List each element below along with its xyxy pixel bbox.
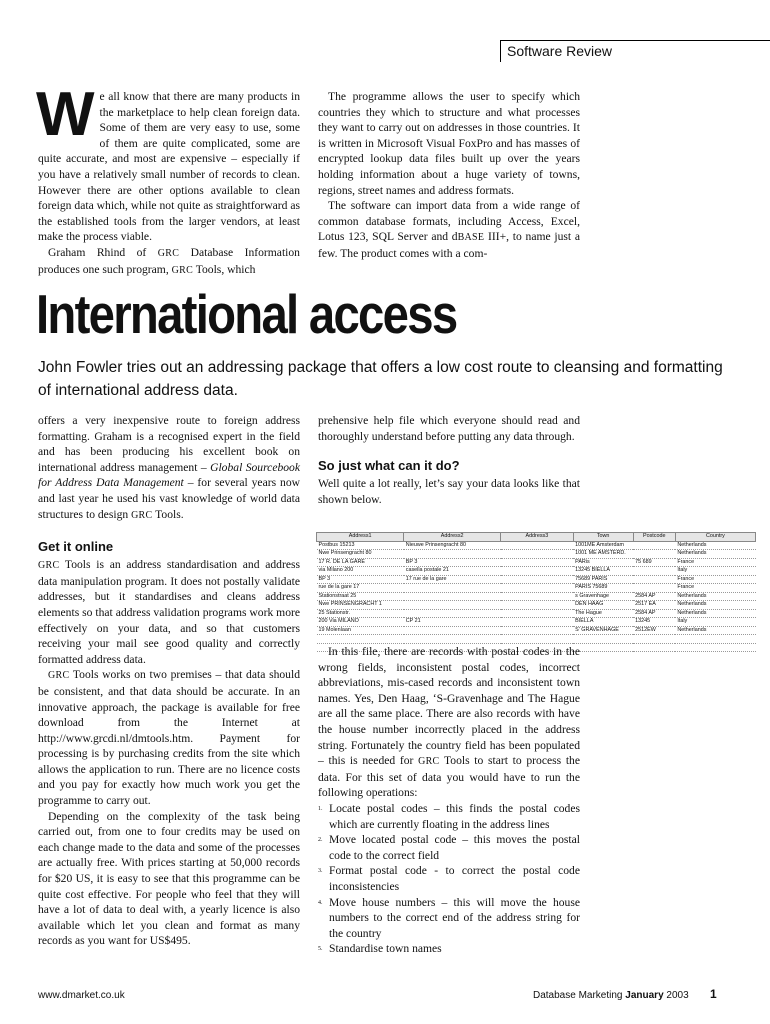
table-cell (404, 609, 501, 618)
table-row (317, 584, 756, 593)
list-text: Move located postal code – this moves the postal code to the correct field (329, 833, 580, 862)
table-cell (404, 626, 501, 635)
table-header: Town (573, 533, 633, 542)
list-number: 1. (318, 805, 323, 812)
list-item (318, 801, 580, 832)
table-cell: BIELLA (573, 618, 633, 627)
table-header: Country (675, 533, 755, 542)
body-column-right-top (318, 413, 580, 507)
table-row (317, 618, 756, 627)
article-headline: International access (36, 283, 457, 345)
table-row (317, 601, 756, 610)
footer-url: www.dmarket.co.uk (38, 990, 125, 1001)
intro-paragraph-2: Graham Rhind of GRC Database Information produces one such program, GRC Tools, which (38, 245, 300, 276)
table-cell: S' GRAVENHAGE (573, 626, 633, 635)
table-cell: France (675, 575, 755, 584)
table-cell: 25 Stationstr. (317, 609, 404, 618)
table-cell: PARis (573, 558, 633, 567)
table-cell: France (675, 558, 755, 567)
address-data-table (316, 532, 756, 652)
table-cell: 2512EW (633, 626, 675, 635)
table-cell: 1001ME Amsterdam (573, 541, 633, 550)
table-cell: Netherlands (675, 626, 755, 635)
table-cell: DEN HAAG (573, 601, 633, 610)
table-cell: Postbus 15213 (317, 541, 404, 550)
table-cell: Netherlands (675, 550, 755, 559)
table-cell (501, 618, 574, 627)
table-cell: Nieuwe Prinsengracht 80 (404, 541, 501, 550)
table-cell (501, 541, 574, 550)
table-cell: 2584 AP (633, 592, 675, 601)
table-cell: 13245 BIELLA (573, 567, 633, 576)
table-cell: BP 3 (317, 575, 404, 584)
operations-list (318, 801, 580, 957)
table-row (317, 541, 756, 550)
table-cell (633, 584, 675, 593)
table-cell: 1001 ME AMSTERD. (573, 550, 633, 559)
table-cell: BP 3 (404, 558, 501, 567)
intro-paragraph-3: The programme allows the user to specify which countries they which to structure and what processes they want to carry out on addresses in those countries. It is written in Microsoft Visual FoxPro and has masses of encrypted lookup data files built up over the years holding information about a huge variety of towns, regions, street names and address formats. (318, 90, 580, 197)
table-cell: 75 689 (633, 558, 675, 567)
table-cell: PARIS 75689 (573, 584, 633, 593)
table-body (317, 541, 756, 652)
table-cell: Stationstraat 25 (317, 592, 404, 601)
table-cell (501, 575, 574, 584)
table-cell (404, 601, 501, 610)
table-cell: Nwe PRINSENGRACHT 1 (317, 601, 404, 610)
table-cell: Netherlands (675, 541, 755, 550)
body-paragraph: Depending on the complexity of the task being carried out, from one to four credits may be used on each change made to the data and some of the processes are actually free. With prices starting at 50,000 records for $20 US, it is easy to see that this programme can be quite cost effective. For people who feel that they will have a lot of data to deal with, a yearly licence is also available which let you clean and format as many records as you want for US$495. (38, 809, 300, 948)
table-cell (573, 643, 633, 652)
table-row (317, 626, 756, 635)
footer-publication: Database Marketing January 2003 (533, 990, 689, 1001)
list-text: Locate postal codes – this finds the postal codes which are currently floating in the address lines (329, 801, 580, 831)
table-cell (501, 635, 574, 644)
table-cell: Netherlands (675, 592, 755, 601)
table-cell (404, 550, 501, 559)
table-cell: 17 R. DE LA GARE (317, 558, 404, 567)
table-cell: s Gravenhage (573, 592, 633, 601)
table-row (317, 567, 756, 576)
table-header: Address1 (317, 533, 404, 542)
table-row (317, 575, 756, 584)
list-item (318, 832, 580, 863)
table-cell (675, 643, 755, 652)
table-cell (404, 584, 501, 593)
table-cell: 19 Molenlaan (317, 626, 404, 635)
intro-paragraph: We all know that there are many products in the marketplace to help clean foreign data. Some of them are very easy to use, some of them are quite complicated, some are quite accurate, and most are expensive – especially if you have a relatively small number of records to clean. However there are other options available to clean foreign data which, while not quite as straightforward as the established tools from the larger vendors, at least make the process viable. (36, 80, 300, 244)
table-row (317, 609, 756, 618)
table-row (317, 635, 756, 644)
table-cell (501, 550, 574, 559)
table-header: Postcode (633, 533, 675, 542)
table-cell (573, 635, 633, 644)
table-cell: The Hague (573, 609, 633, 618)
table-header: Address3 (501, 533, 574, 542)
body-paragraph: Well quite a lot really, let’s say your data looks like that shown below. (318, 477, 580, 506)
body-column-left (38, 413, 300, 949)
table-cell: 2517 EA (633, 601, 675, 610)
table-cell (633, 541, 675, 550)
table-cell (633, 567, 675, 576)
list-item (318, 863, 580, 894)
table-cell: 13245 (633, 618, 675, 627)
table-cell (633, 635, 675, 644)
table-cell (501, 558, 574, 567)
list-text: Format postal code - to correct the postal code inconsistencies (329, 864, 580, 893)
table-cell: Italy (675, 618, 755, 627)
list-number: 5. (318, 946, 323, 953)
article-standfirst: John Fowler tries out an addressing package that offers a low cost route to cleansing and formatting of international address data. (38, 359, 723, 399)
list-text: Move house numbers – this will move the house numbers to the correct end of the address string for the country (329, 895, 580, 940)
table-cell: 17 rue de la gare (404, 575, 501, 584)
body-paragraph: In this file, there are records with postal codes in the wrong fields, inconsistent postal codes, incorrect abbreviations, mis-cased records and inconsistent town names. Yes, Den Haag, ‘S-Gravenhage and The Hague are all the same place. There are also records with have the house number incorrectly placed in the address string. Fortunately the country field has been populated – this is needed for GRC Tools to start to process the data. For this set of data you would have to run the following operations: (318, 645, 580, 800)
body-column-right-bottom (318, 644, 580, 957)
list-item (318, 895, 580, 942)
table-cell: France (675, 584, 755, 593)
table-cell (404, 592, 501, 601)
drop-cap: W (36, 80, 95, 149)
table-header: Address2 (404, 533, 501, 542)
table-cell (633, 575, 675, 584)
table-cell: rue de la gare 17 (317, 584, 404, 593)
page-number: 1 (710, 987, 717, 1001)
table-cell: casella postale 21 (404, 567, 501, 576)
body-paragraph: offers a very inexpensive route to foreign address formatting. Graham is a recognised expert in the field and has been producing his excellent book on international address management – Global Sourcebook for Address Data Management – for several years now and last year he used his vast knowledge of world data structures to design GRC Tools. (38, 414, 301, 521)
list-number: 4. (318, 899, 323, 906)
table-cell (501, 609, 574, 618)
intro-paragraph-4: The software can import data from a wide range of common database formats, including Access, Excel, Lotus 123, SQL Server and dBASE III+, to name just a few. The product comes with a com- (318, 199, 580, 260)
table-cell (633, 643, 675, 652)
table-cell: Italy (675, 567, 755, 576)
table-cell (501, 567, 574, 576)
table-cell: CP 21 (404, 618, 501, 627)
intro-column-right (318, 89, 580, 262)
table-cell (501, 584, 574, 593)
table-cell: Netherlands (675, 609, 755, 618)
body-paragraph: GRC Tools works on two premises – that data should be consistent, and that data should be accurate. In an innovative approach, the package is available for free download from the Internet at http://www.grcdi.nl/dmtools.htm. Payment for processing is by purchasing credits from the site which allows the application to run. There are no licence costs and you pay for exactly how much work you get the programme to carry out. (38, 668, 300, 808)
table-cell (501, 601, 574, 610)
table-cell: 200 Via MILANO (317, 618, 404, 627)
subheading-get-it-online: Get it online (38, 539, 114, 555)
table-header-row (317, 533, 756, 542)
table-row (317, 558, 756, 567)
table-cell (633, 550, 675, 559)
table-row (317, 592, 756, 601)
list-number: 3. (318, 868, 323, 875)
table-cell: Netherlands (675, 601, 755, 610)
table-cell: Nwe Prinsengracht 80 (317, 550, 404, 559)
table-cell: 75689 PARIS (573, 575, 633, 584)
list-text: Standardise town names (329, 942, 442, 956)
table-cell (501, 592, 574, 601)
list-item (318, 941, 580, 957)
table-cell (317, 635, 404, 644)
table-cell: 2584 AP (633, 609, 675, 618)
subheading-what-can-it-do: So just what can it do? (318, 458, 460, 474)
table-row (317, 550, 756, 559)
intro-column-left (36, 80, 300, 278)
section-label: Software Review (500, 40, 770, 62)
list-number: 2. (318, 837, 323, 844)
table-cell (404, 635, 501, 644)
body-paragraph: prehensive help file which everyone should read and thoroughly understand before putting any data through. (318, 414, 580, 443)
table-cell (501, 626, 574, 635)
table-cell: via Milano 200 (317, 567, 404, 576)
body-paragraph: GRC Tools is an address standardisation and address data manipulation program. It does not postally validate addresses, but it standardises and cleans address elements so that address validation programs work more effectively on your data, and so that customers receiving your mail see good quality and correctly formatted address data. (38, 558, 300, 666)
table-cell (675, 635, 755, 644)
